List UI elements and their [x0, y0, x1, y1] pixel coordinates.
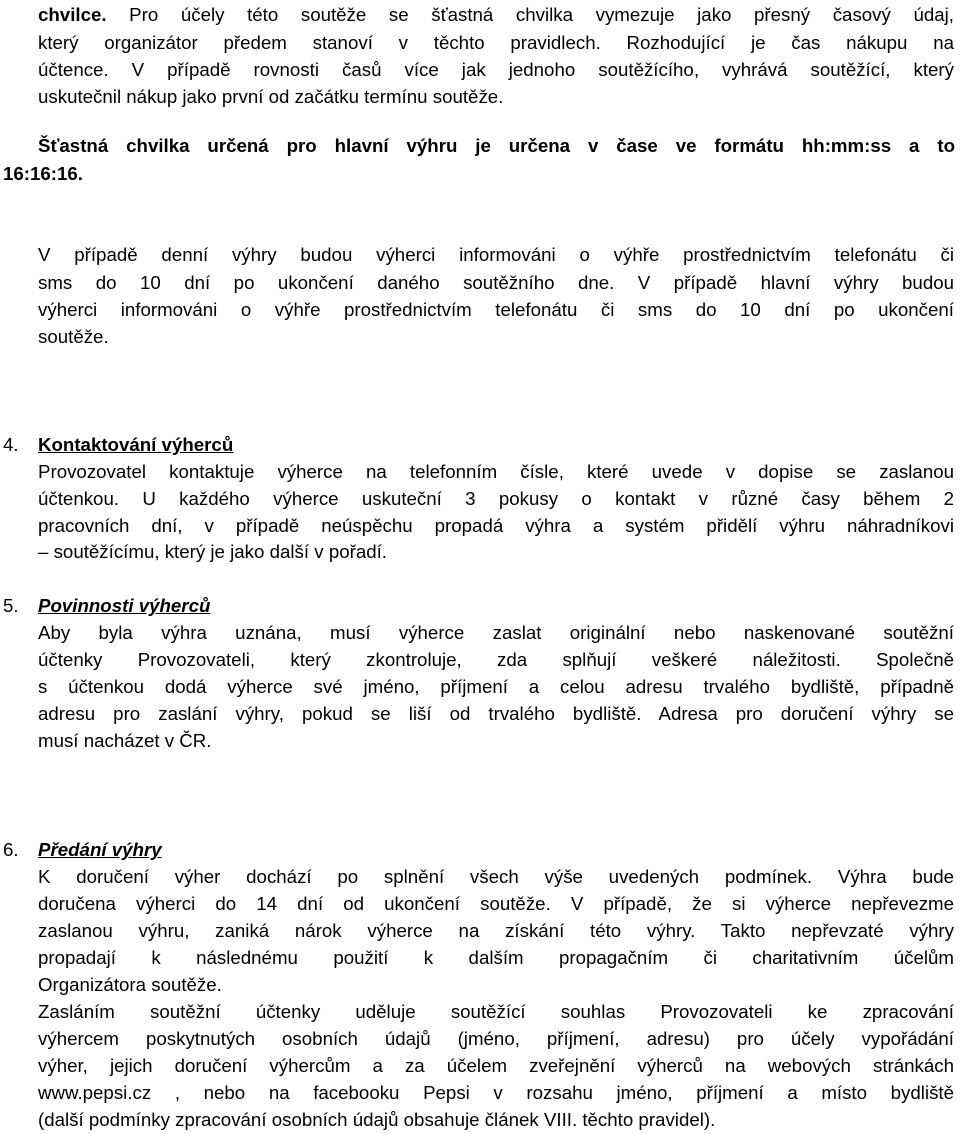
- section-4-line-3: pracovních dní, v případě neúspěchu propadá výhra a systém přidělí výhru náhradníkovi: [38, 515, 954, 536]
- lucky-moment-line-2: 16:16:16.: [3, 163, 83, 184]
- section-6-line-6: Zasláním soutěžní účtenky uděluje soutěžící souhlas Provozovateli ke zpracování: [38, 1001, 954, 1022]
- intro-line-3: účtence. V případě rovnosti časů více jak jednoho soutěžícího, vyhrává soutěžící, který: [38, 59, 954, 80]
- intro-line-4: uskutečnil nákup jako první od začátku termínu soutěže.: [38, 86, 504, 107]
- section-4-line-2: účtenkou. U každého výherce uskuteční 3 pokusy o kontakt v různé časy během 2: [38, 488, 954, 509]
- section-5-line-3: s účtenkou dodá výherce své jméno, příjmení a celou adresu trvalého bydliště, případně: [38, 676, 954, 697]
- section-5-line-4: adresu pro zaslání výhry, pokud se liší od trvalého bydliště. Adresa pro doručení výhry se: [38, 703, 954, 724]
- lucky-moment-line-1: Šťastná chvilka určená pro hlavní výhru je určena v čase ve formátu hh:mm:ss a to: [38, 135, 955, 156]
- section-4-line-1: Provozovatel kontaktuje výherce na telefonním čísle, které uvede v dopise se zaslanou: [38, 461, 954, 482]
- section-4-number: 4.: [3, 434, 19, 455]
- section-6-heading: Předání výhry: [38, 839, 162, 860]
- intro-bold-word: chvilce.: [38, 4, 107, 25]
- intro-line-1: [38, 4, 954, 27]
- notification-line-1: V případě denní výhry budou výherci informováni o výhře prostřednictvím telefonátu či: [38, 244, 954, 265]
- section-5-number: 5.: [3, 595, 19, 616]
- section-4-heading: Kontaktování výherců: [38, 434, 234, 455]
- section-6-line-2: doručena výherci do 14 dní od ukončení soutěže. V případě, že si výherce nepřevezme: [38, 893, 954, 914]
- section-4-line-4: – soutěžícímu, který je jako další v pořadí.: [38, 541, 387, 562]
- section-6-line-9: www.pepsi.cz , nebo na facebooku Pepsi v rozsahu jméno, příjmení a místo bydliště: [38, 1082, 954, 1103]
- section-6-line-8: výher, jejich doručení výhercům a za účelem zveřejnění výherců na webových stránkách: [38, 1055, 954, 1076]
- notification-line-4: soutěže.: [38, 326, 109, 347]
- section-5-line-1: Aby byla výhra uznána, musí výherce zaslat originální nebo naskenované soutěžní: [38, 622, 954, 643]
- section-6-line-5: Organizátora soutěže.: [38, 974, 222, 995]
- section-5-line-2: účtenky Provozovateli, který zkontroluje, zda splňují veškeré náležitosti. Společně: [38, 649, 954, 670]
- section-6-line-3: zaslanou výhru, zaniká nárok výherce na získání této výhry. Takto nepřevzaté výhry: [38, 920, 954, 941]
- intro-line-2: který organizátor předem stanoví v těchto pravidlech. Rozhodující je čas nákupu na: [38, 32, 954, 53]
- notification-line-3: výherci informováni o výhře prostřednictvím telefonátu či sms do 10 dní po ukončení: [38, 299, 954, 320]
- section-6-line-4: propadají k následnému použití k dalším propagačním či charitativním účelům: [38, 947, 954, 968]
- section-6-line-7: výhercem poskytnutých osobních údajů (jméno, příjmení, adresu) pro účely vypořádání: [38, 1028, 954, 1049]
- section-5-line-5: musí nacházet v ČR.: [38, 730, 212, 751]
- intro-line-1-text: Pro účely této soutěže se šťastná chvilka vymezuje jako přesný časový údaj,: [106, 4, 954, 25]
- notification-line-2: sms do 10 dní po ukončení daného soutěžního dne. V případě hlavní výhry budou: [38, 272, 954, 293]
- section-5-heading: Povinnosti výherců: [38, 595, 211, 616]
- section-6-line-1: K doručení výher dochází po splnění všech výše uvedených podmínek. Výhra bude: [38, 866, 954, 887]
- section-6-number: 6.: [3, 839, 19, 860]
- section-6-line-10: (další podmínky zpracování osobních údajů obsahuje článek VIII. těchto pravidel).: [38, 1109, 716, 1130]
